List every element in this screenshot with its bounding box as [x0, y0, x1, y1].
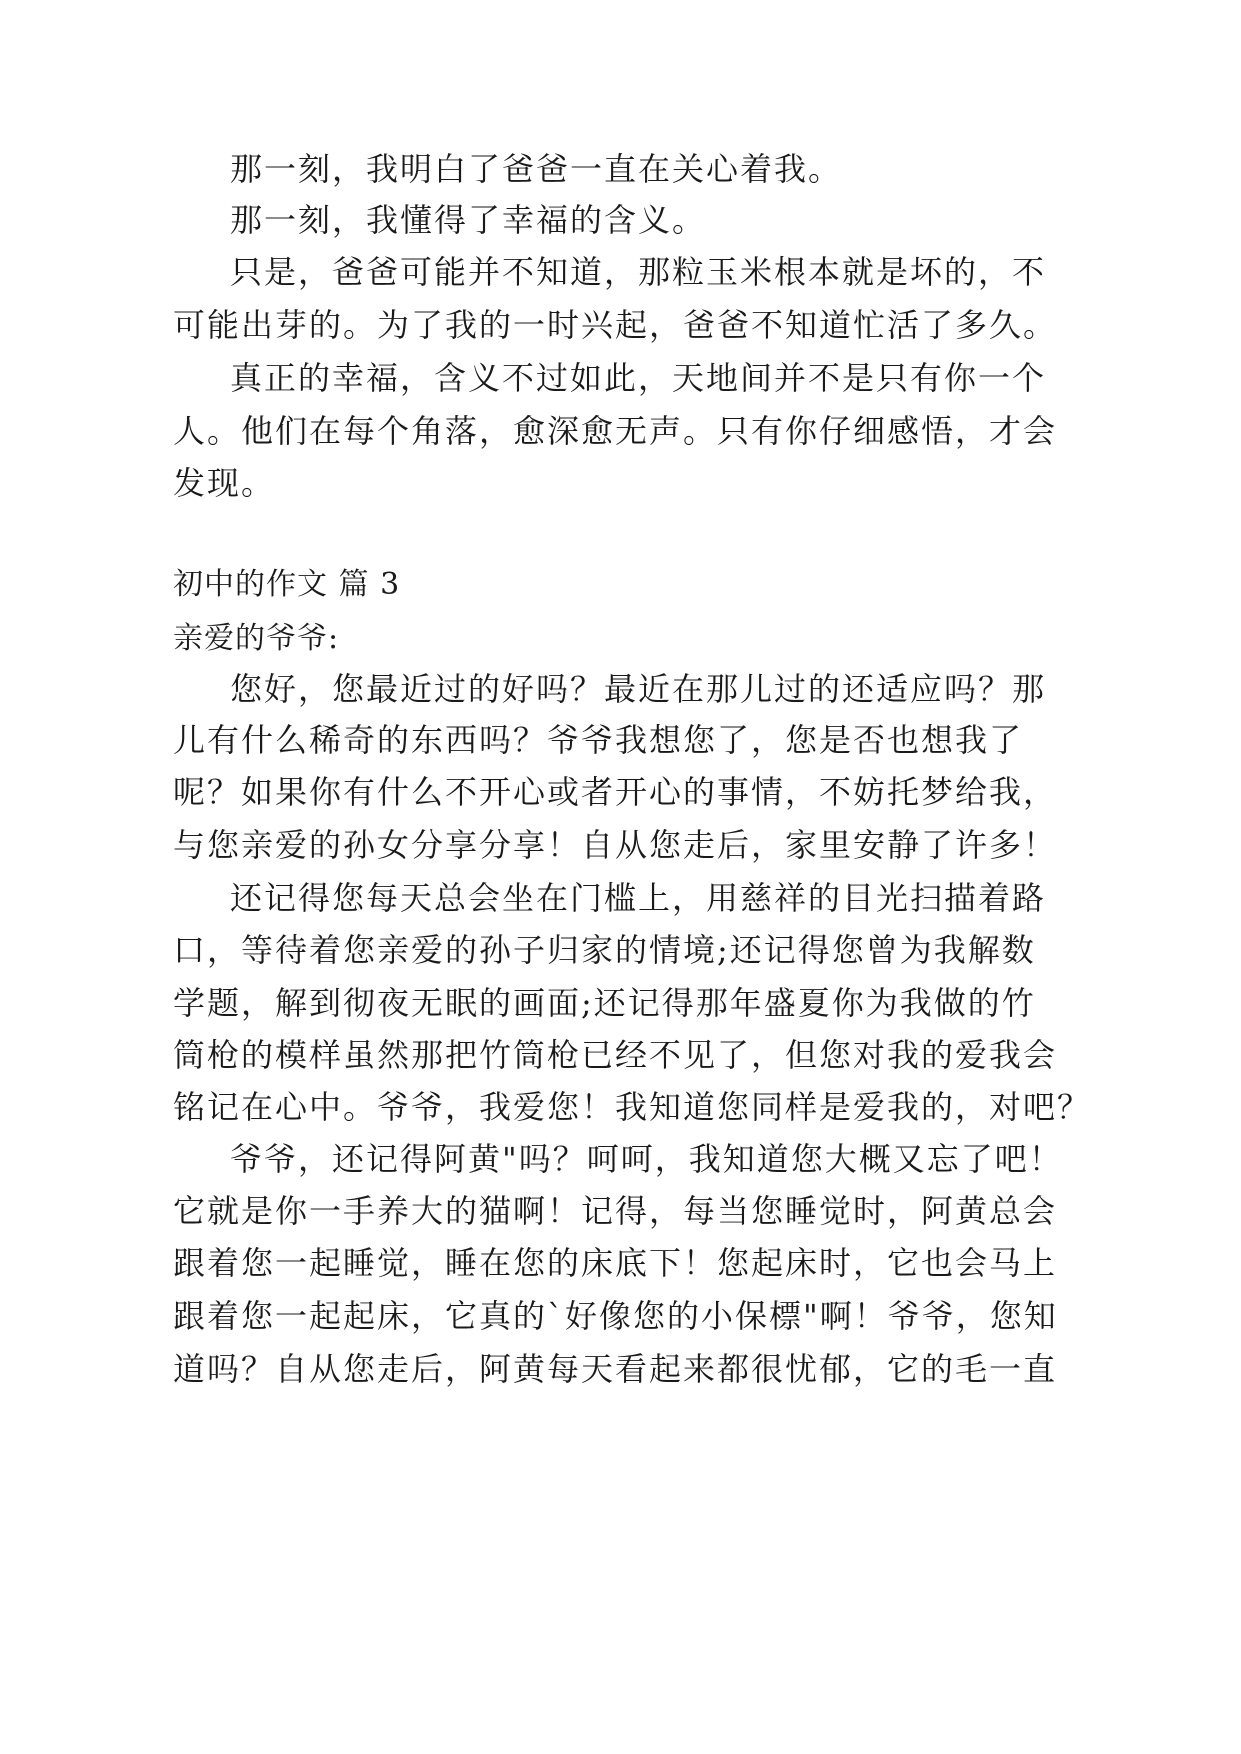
paragraph-line: 人。他们在每个角落，愈深愈无声。只有你仔细感悟，才会	[173, 412, 1058, 450]
paragraph-line: 只是，爸爸可能并不知道，那粒玉米根本就是坏的，不	[230, 253, 1047, 291]
paragraph-line: 真正的幸福，含义不过如此，天地间并不是只有你一个	[230, 359, 1047, 397]
paragraph-line: 口，等待着您亲爱的孙子归家的情境;还记得您曾为我解数	[173, 931, 1036, 969]
essay-title: 初中的作文 篇 3	[173, 567, 401, 602]
paragraph-line: 儿有什么稀奇的东西吗？爷爷我想您了，您是否也想我了	[173, 721, 1024, 759]
paragraph-line: 跟着您一起睡觉，睡在您的床底下！您起床时，它也会马上	[173, 1244, 1058, 1282]
paragraph-line: 铭记在心中。爷爷，我爱您！我知道您同样是爱我的，对吧？	[173, 1088, 1092, 1126]
paragraph-line: 那一刻，我懂得了幸福的含义。	[230, 201, 707, 239]
paragraph-line: 可能出芽的。为了我的一时兴起，爸爸不知道忙活了多久。	[173, 306, 1058, 344]
paragraph-line: 呢？如果你有什么不开心或者开心的事情，不妨托梦给我，	[173, 773, 1058, 811]
paragraph-line: 那一刻，我明白了爸爸一直在关心着我。	[230, 150, 843, 188]
paragraph-line: 它就是你一手养大的猫啊！记得，每当您睡觉时，阿黄总会	[173, 1192, 1058, 1230]
paragraph-line: 与您亲爱的孙女分享分享！自从您走后，家里安静了许多！	[173, 826, 1058, 864]
paragraph-line: 道吗？自从您走后，阿黄每天看起来都很忧郁，它的毛一直	[173, 1350, 1058, 1388]
paragraph-line: 发现。	[173, 464, 276, 502]
salutation: 亲爱的爷爷:	[173, 621, 340, 656]
paragraph-line: 爷爷，还记得阿黄"吗？呵呵，我知道您大概又忘了吧！	[230, 1140, 1063, 1178]
paragraph-line: 筒枪的模样虽然那把竹筒枪已经不见了，但您对我的爱我会	[173, 1036, 1058, 1074]
paragraph-line: 学题，解到彻夜无眠的画面;还记得那年盛夏你为我做的竹	[173, 984, 1036, 1022]
paragraph-line: 您好，您最近过的好吗？最近在那儿过的还适应吗？那	[230, 670, 1047, 708]
paragraph-line: 还记得您每天总会坐在门槛上，用慈祥的目光扫描着路	[230, 879, 1047, 917]
paragraph-line: 跟着您一起起床，它真的`好像您的小保標"啊！爷爷，您知	[173, 1297, 1058, 1335]
